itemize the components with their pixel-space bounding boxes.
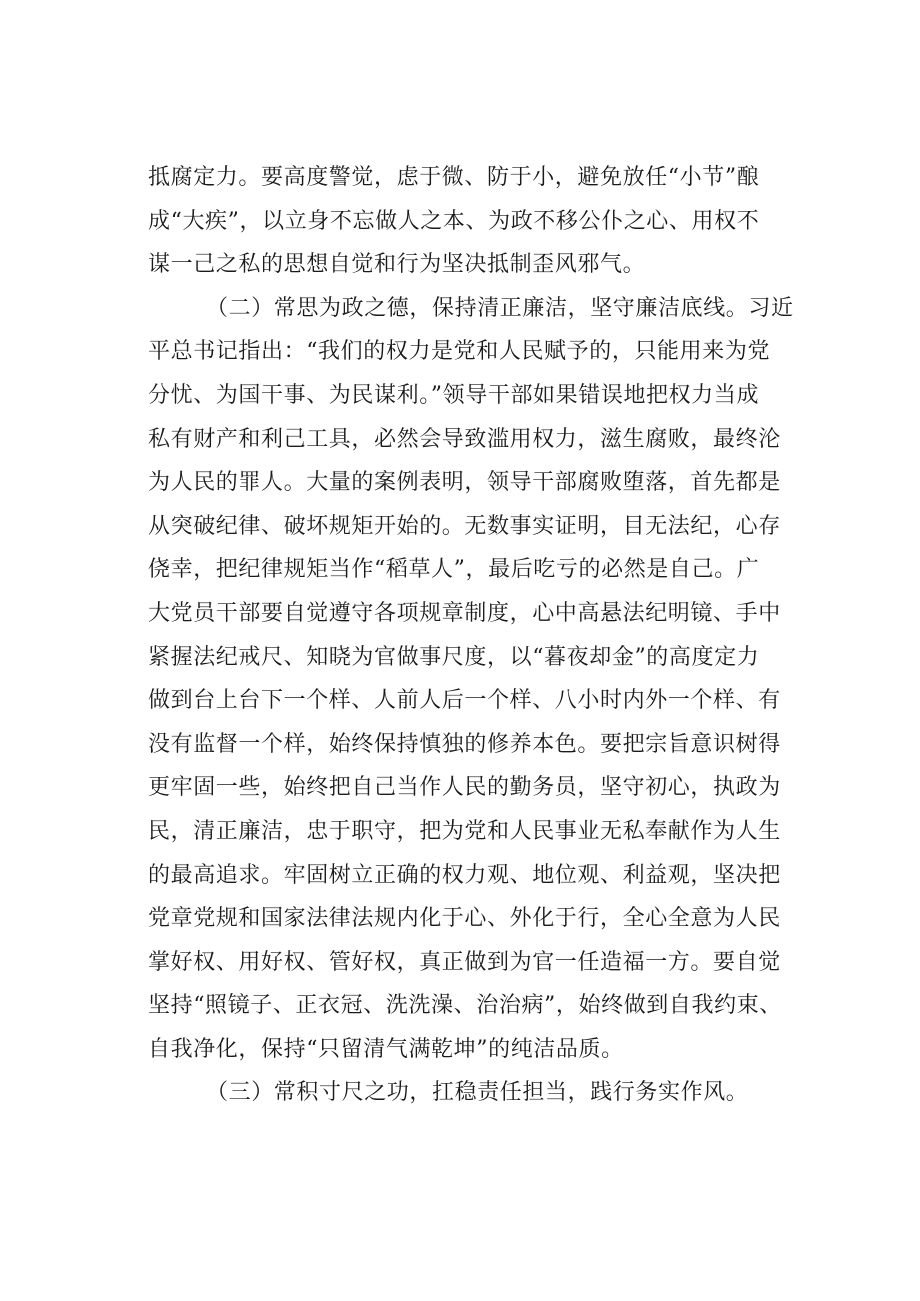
text-line: 自我净化，保持“只留清气满乾坤”的纯洁品质。 xyxy=(148,1036,624,1062)
text-line: 没有监督一个样，始终保持慎独的修养本色。要把宗旨意识树得 xyxy=(148,731,781,757)
text-line: 从突破纪律、破坏规矩开始的。无数事实证明，目无法纪，心存 xyxy=(148,513,781,539)
text-line: 更牢固一些，始终把自己当作人民的勤务员，坚守初心，执政为 xyxy=(148,775,781,801)
text-line: 抵腐定力。要高度警觉，虑于微、防于小，避免放任“小节”酿 xyxy=(148,165,760,190)
text-line: 为人民的罪人。大量的案例表明，领导干部腐败堕落，首先都是 xyxy=(148,470,781,496)
section-heading-line: （三）常积寸尺之功，扛稳责任担当，践行务实作风。 xyxy=(206,1080,749,1106)
text-line: 平总书记指出：“我们的权力是党和人民赋予的，只能用来为党 xyxy=(148,339,771,365)
text-line: 侥幸，把纪律规矩当作“稻草人”，最后吃亏的必然是自己。广 xyxy=(148,557,760,583)
text-line: 谋一己之私的思想自觉和行为坚决抵制歪风邪气。 xyxy=(148,252,646,278)
document-body xyxy=(148,156,813,1115)
text-line: 私有财产和利己工具，必然会导致滥用权力，滋生腐败，最终沦 xyxy=(148,426,781,452)
text-line: 分忧、为国干事、为民谋利。”领导干部如果错误地把权力当成 xyxy=(148,382,760,408)
text-line: 坚持“照镜子、正衣冠、洗洗澡、治治病”，始终做到自我约束、 xyxy=(148,993,782,1019)
paragraph-3 xyxy=(148,1071,813,1115)
section-heading-line: （二）常思为政之德，保持清正廉洁，坚守廉洁底线。习近 xyxy=(206,295,794,321)
text-line: 做到台上台下一个样、人前人后一个样、八小时内外一个样、有 xyxy=(148,688,781,714)
text-line: 的最高追求。牢固树立正确的权力观、地位观、利益观，坚决把 xyxy=(148,862,781,888)
text-line: 民，清正廉洁，忠于职守，把为党和人民事业无私奉献作为人生 xyxy=(148,818,781,844)
text-line: 党章党规和国家法律法规内化于心、外化于行，全心全意为人民 xyxy=(148,906,781,932)
text-line: 成“大疾”，以立身不忘做人之本、为政不移公仆之心、用权不 xyxy=(148,208,760,234)
paragraph-2 xyxy=(148,287,813,1072)
text-line: 大党员干部要自觉遵守各项规章制度，心中高悬法纪明镜、手中 xyxy=(148,600,781,626)
paragraph-1 xyxy=(148,156,813,287)
text-line: 紧握法纪戒尺、知晓为官做事尺度，以“暮夜却金”的高度定力 xyxy=(148,644,760,670)
text-line: 掌好权、用好权、管好权，真正做到为官一任造福一方。要自觉 xyxy=(148,949,781,975)
